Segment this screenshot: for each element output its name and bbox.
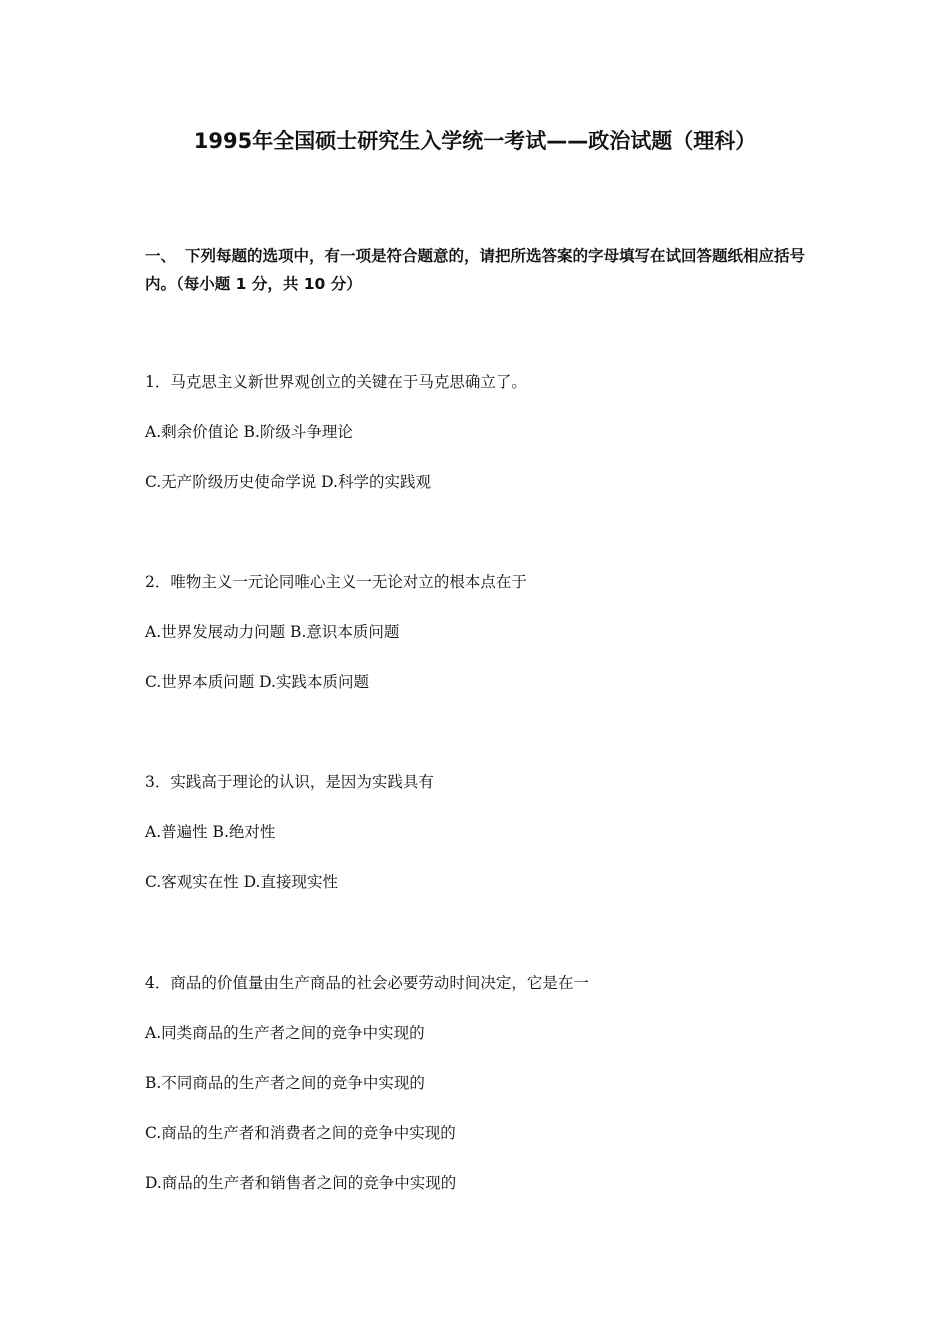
question-3-stem: 3．实践高于理论的认识，是因为实践具有	[145, 773, 434, 791]
section-number: 一、	[145, 247, 177, 265]
question-1-options-ab: A.剩余价值论 B.阶级斗争理论	[145, 423, 353, 441]
question-4-stem: 4．商品的价值量由生产商品的社会必要劳动时间决定，它是在一	[145, 974, 589, 992]
question-4-option-c: C.商品的生产者和消费者之间的竞争中实现的	[145, 1124, 456, 1142]
document-title: 1995年全国硕士研究生入学统一考试——政治试题（理科）	[193, 129, 757, 153]
section-heading	[145, 242, 815, 298]
question-2-stem: 2．唯物主义一元论同唯心主义一无论对立的根本点在于	[145, 573, 527, 591]
question-1-stem: 1．马克思主义新世界观创立的关键在于马克思确立了。	[145, 373, 527, 391]
question-4-option-d: D.商品的生产者和销售者之间的竞争中实现的	[145, 1174, 457, 1192]
question-2-options-ab: A.世界发展动力问题 B.意识本质问题	[145, 623, 400, 641]
question-3-options-ab: A.普遍性 B.绝对性	[145, 823, 276, 841]
question-4-option-b: B.不同商品的生产者之间的竞争中实现的	[145, 1074, 425, 1092]
section-instructions: 下列每题的选项中，有一项是符合题意的，请把所选答案的字母填写在试回答题纸相应括号内。（每小题 1 分，共 10 分）	[145, 247, 806, 293]
question-4-option-a: A.同类商品的生产者之间的竞争中实现的	[145, 1024, 425, 1042]
question-2-options-cd: C.世界本质问题 D.实践本质问题	[145, 673, 369, 691]
question-3-options-cd: C.客观实在性 D.直接现实性	[145, 873, 338, 891]
question-1-options-cd: C.无产阶级历史使命学说 D.科学的实践观	[145, 473, 431, 491]
